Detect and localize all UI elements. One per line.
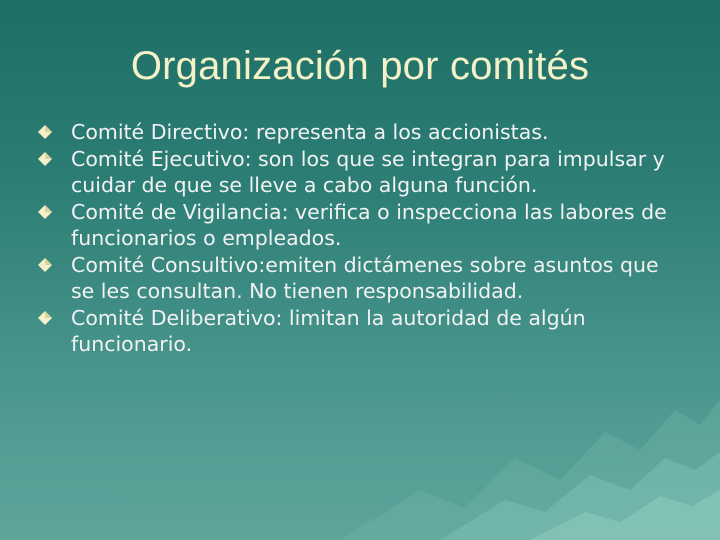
list-item [38,119,688,146]
list-item [38,252,688,305]
bullet-text: Comité de Vigilancia: verifica o inspecciona las labores de funcionarios o empleados. [71,199,667,250]
mountain-landscape-decoration [300,340,720,540]
bullet-list [38,119,688,358]
bullet-text: Comité Consultivo:emiten dictámenes sobre asuntos que se les consultan. No tienen responsabilidad. [71,252,659,303]
diamond-bullet-icon [38,125,52,139]
diamond-bullet-icon [38,258,52,272]
bullet-text: Comité Deliberativo: limitan la autoridad de algún funcionario. [71,305,586,356]
list-item [38,199,688,252]
diamond-bullet-icon [38,311,52,325]
bullet-text: Comité Ejecutivo: son los que se integran para impulsar y cuidar de que se lleve a cabo alguna función. [71,146,665,197]
slide-title: Organización por comités [130,44,590,88]
diamond-bullet-icon [38,205,52,219]
list-item [38,146,688,199]
bullet-text: Comité Directivo: representa a los accionistas. [71,120,549,144]
diamond-bullet-icon [38,152,52,166]
list-item [38,305,688,358]
